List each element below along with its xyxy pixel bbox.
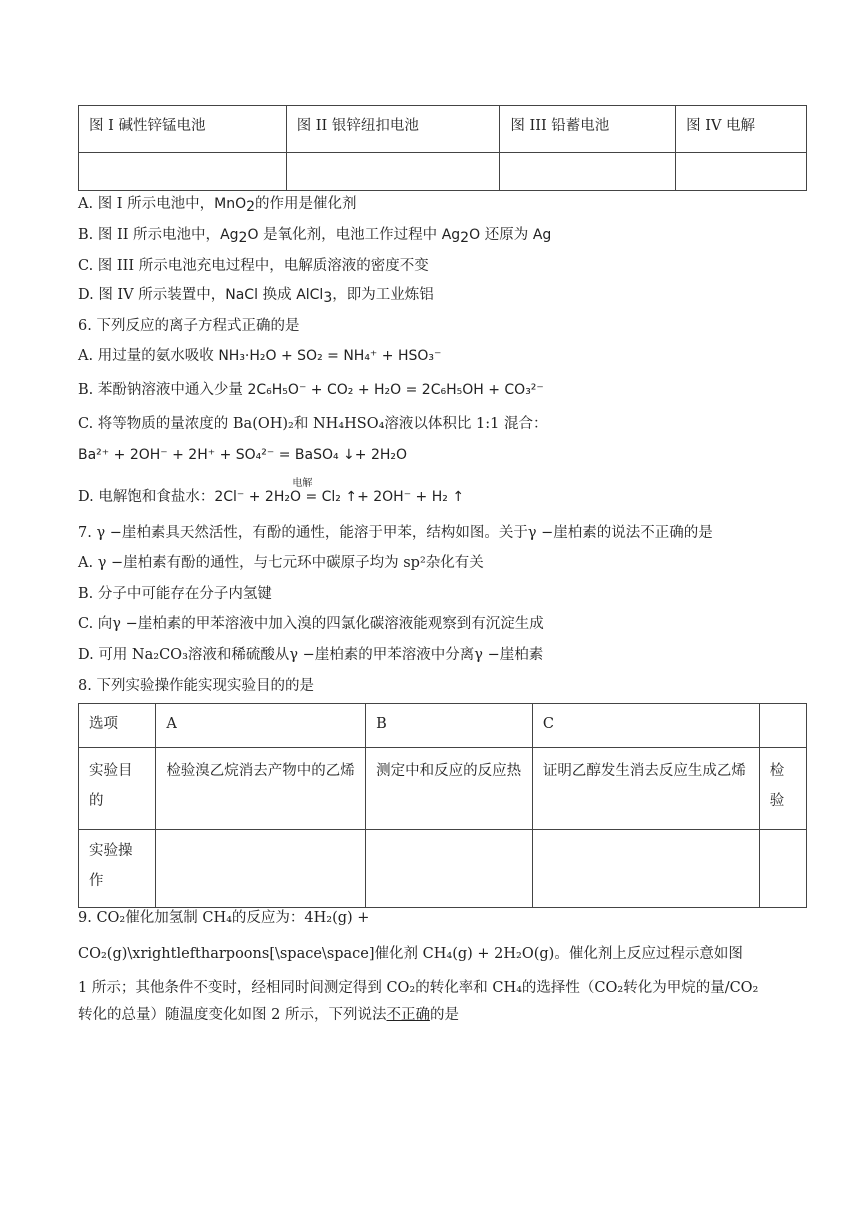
table-cell [532, 830, 759, 908]
table-header-cell: 图 IV 电解 [676, 106, 807, 153]
q7-option-a: A. γ −崖柏素有酚的通性，与七元环中碳原子均为 sp²杂化有关 [78, 555, 484, 571]
q7-option-c: C. 向γ −崖柏素的甲苯溶液中加入溴的四氯化碳溶液能观察到有沉淀生成 [78, 616, 544, 632]
table-header-cell: C [532, 704, 759, 748]
table-cell: 测定中和反应的反应热 [366, 748, 533, 830]
electrolysis-condition: 电解 2Cl⁻ + 2H₂O = Cl₂ ↑+ 2OH⁻ + H₂ ↑ [214, 478, 465, 505]
q5-option-d: D. 图 IV 所示装置中，NaCl 换成 AlCl$_3$，即为工业炼铝 [78, 287, 434, 306]
table-cell: 实验目的 [79, 748, 156, 830]
q5-option-c: C. 图 III 所示电池充电过程中，电解质溶液的密度不变 [78, 258, 429, 274]
table-cell [79, 153, 287, 191]
table-cell: 证明乙醇发生消去反应生成乙烯 [532, 748, 759, 830]
table-header-cell: B [366, 704, 533, 748]
q9-line-3: 1 所示；其他条件不变时，经相同时间测定得到 CO₂的转化率和 CH₄的选择性（CO₂转化为甲烷的量/CO₂ [78, 980, 759, 996]
table-header-cell: A [156, 704, 366, 748]
q9-line-4: 转化的总量）随温度变化如图 2 所示，下列说法不正确的是 [78, 1007, 459, 1023]
table-cell: 检验 [759, 748, 806, 830]
table-cell [156, 830, 366, 908]
q7-option-b: B. 分子中可能存在分子内氢键 [78, 586, 272, 602]
q6-option-d: D. 电解饱和食盐水： 电解 2Cl⁻ + 2H₂O = Cl₂ ↑+ 2OH⁻ + H₂ ↑ [78, 478, 465, 505]
table-cell [759, 830, 806, 908]
table-header-cell: 图 II 银锌纽扣电池 [286, 106, 500, 153]
q6-option-c-equation: Ba²⁺ + 2OH⁻ + 2H⁺ + SO₄²⁻ = BaSO₄ ↓+ 2H₂O [78, 447, 408, 463]
battery-figure-table [78, 105, 807, 191]
table-header-cell: 图 III 铅蓄电池 [500, 106, 676, 153]
table-header-cell: 图 I 碱性锌锰电池 [79, 106, 287, 153]
table-cell [676, 153, 807, 191]
q6-stem: 6. 下列反应的离子方程式正确的是 [78, 318, 300, 334]
q9-line-1: 9. CO₂催化加氢制 CH₄的反应为：4H₂(g) + [78, 910, 370, 926]
table-cell [500, 153, 676, 191]
q6-option-c: C. 将等物质的量浓度的 Ba(OH)₂和 NH₄HSO₄溶液以体积比 1:1 混合： [78, 416, 548, 432]
q5-option-b: B. 图 II 所示电池中，$Ag_2O$ 是氧化剂，电池工作过程中 $Ag_2O$ 还原为 Ag [78, 227, 552, 246]
q6-option-a: A. 用过量的氨水吸收 NH₃·H₂O + SO₂ = NH₄⁺ + HSO₃⁻ [78, 348, 442, 364]
equation: 2C₆H₅O⁻ + CO₂ + H₂O = 2C₆H₅OH + CO₃²⁻ [247, 382, 544, 398]
table-header-cell [759, 704, 806, 748]
experiment-table [78, 703, 807, 908]
q8-stem: 8. 下列实验操作能实现实验目的的是 [78, 678, 314, 694]
q5-option-a: A. 图 I 所示电池中，MnO$_2$的作用是催化剂 [78, 196, 357, 215]
table-cell: 检验溴乙烷消去产物中的乙烯 [156, 748, 366, 830]
q9-line-2: CO₂(g)\xrightleftharpoons[\space\space]催化剂 CH₄(g) + 2H₂O(g)。催化剂上反应过程示意如图 [78, 946, 743, 962]
q7-stem: 7. γ −崖柏素具天然活性，有酚的通性，能溶于甲苯，结构如图。关于γ −崖柏素的说法不正确的是 [78, 525, 713, 541]
table-cell [286, 153, 500, 191]
emphasis-not-correct: 不正确 [386, 1007, 430, 1023]
q7-option-d: D. 可用 Na₂CO₃溶液和稀硫酸从γ −崖柏素的甲苯溶液中分离γ −崖柏素 [78, 647, 544, 663]
q6-option-b: B. 苯酚钠溶液中通入少量 2C₆H₅O⁻ + CO₂ + H₂O = 2C₆H₅OH + CO₃²⁻ [78, 382, 544, 398]
table-cell: 实验操作 [79, 830, 156, 908]
equation: NH₃·H₂O + SO₂ = NH₄⁺ + HSO₃⁻ [218, 348, 442, 364]
table-header-cell: 选项 [79, 704, 156, 748]
table-cell [366, 830, 533, 908]
